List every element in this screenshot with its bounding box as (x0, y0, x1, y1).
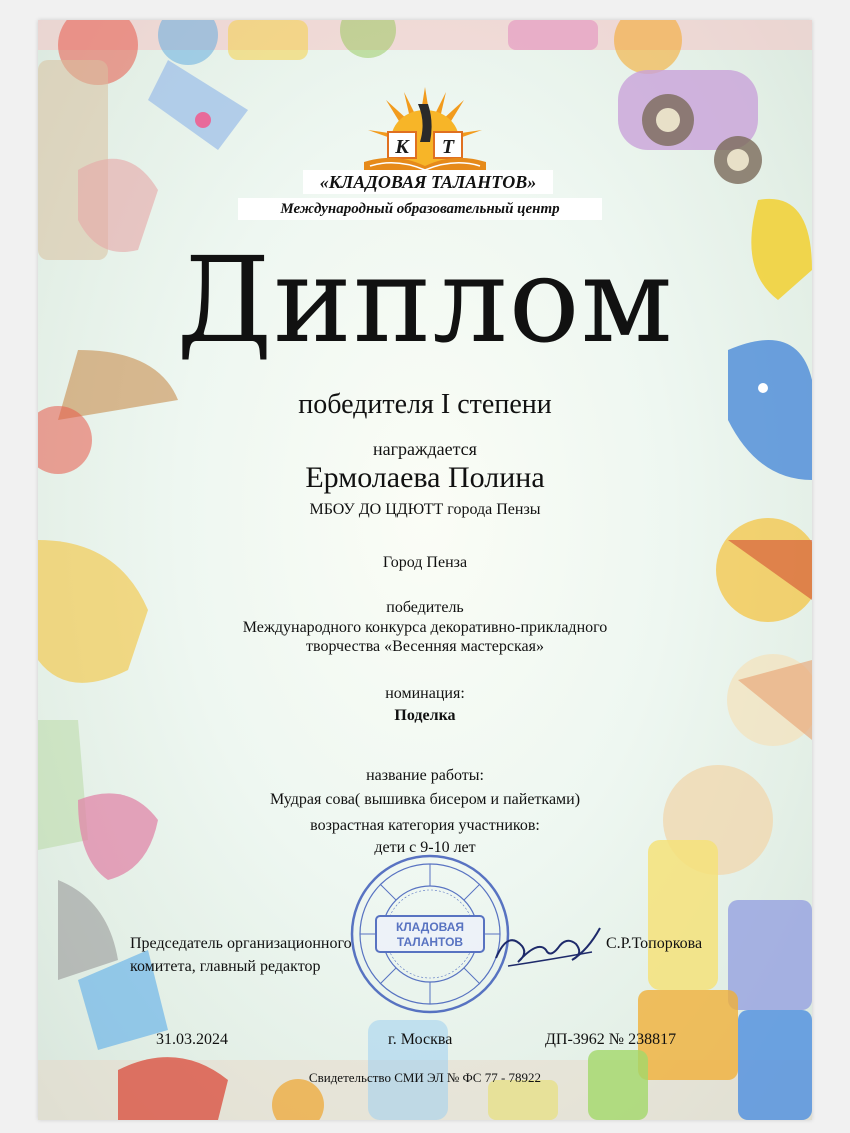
media-registration: Свидетельство СМИ ЭЛ № ФС 77 - 78922 (308, 1070, 542, 1085)
issue-date: 31.03.2024 (156, 1031, 228, 1048)
nomination-value: Поделка (394, 707, 456, 724)
contest-name-line1: Международного конкурса декоративно-прикладного (242, 619, 608, 636)
chairman-title-line2: комитета, главный редактор (130, 958, 321, 975)
stamp-text-line2: ТАЛАНТОВ (396, 935, 464, 949)
contest-name-line2: творчества «Весенняя мастерская» (306, 638, 544, 655)
recipient-city: Город Пенза (382, 554, 468, 571)
work-title-value: Мудрая сова( вышивка бисером и пайетками) (269, 791, 581, 808)
sun-book-logo-icon (356, 82, 494, 182)
organization-name: «КЛАДОВАЯ ТАЛАНТОВ» (303, 170, 553, 194)
chairman-title-line1: Председатель организационного (130, 935, 352, 952)
age-category-label: возрастная категория участников: (310, 817, 540, 834)
diploma-title: Диплом (176, 231, 674, 369)
age-category-value: дети с 9-10 лет (374, 839, 476, 856)
handwritten-signature (488, 910, 608, 980)
winner-label: победитель (386, 599, 464, 616)
diploma-sheet (38, 20, 812, 1120)
logo-letter-right: Т (441, 136, 455, 158)
recipient-name: Ермолаева Полина (305, 461, 545, 494)
stamp-text-line1: КЛАДОВАЯ (395, 920, 465, 934)
recipient-school: МБОУ ДО ЦДЮТТ города Пензы (309, 501, 541, 518)
signer-name: С.Р.Топоркова (606, 935, 703, 952)
nomination-label: номинация: (385, 685, 465, 702)
organization-subtitle: Международный образовательный центр (238, 198, 602, 220)
issue-place: г. Москва (388, 1031, 453, 1048)
awarded-label: награждается (373, 439, 477, 459)
document-number: ДП-3962 № 238817 (545, 1031, 677, 1048)
logo-letter-left: К (395, 136, 409, 158)
diploma-degree: победителя I степени (298, 389, 552, 420)
work-title-label: название работы: (366, 767, 484, 784)
